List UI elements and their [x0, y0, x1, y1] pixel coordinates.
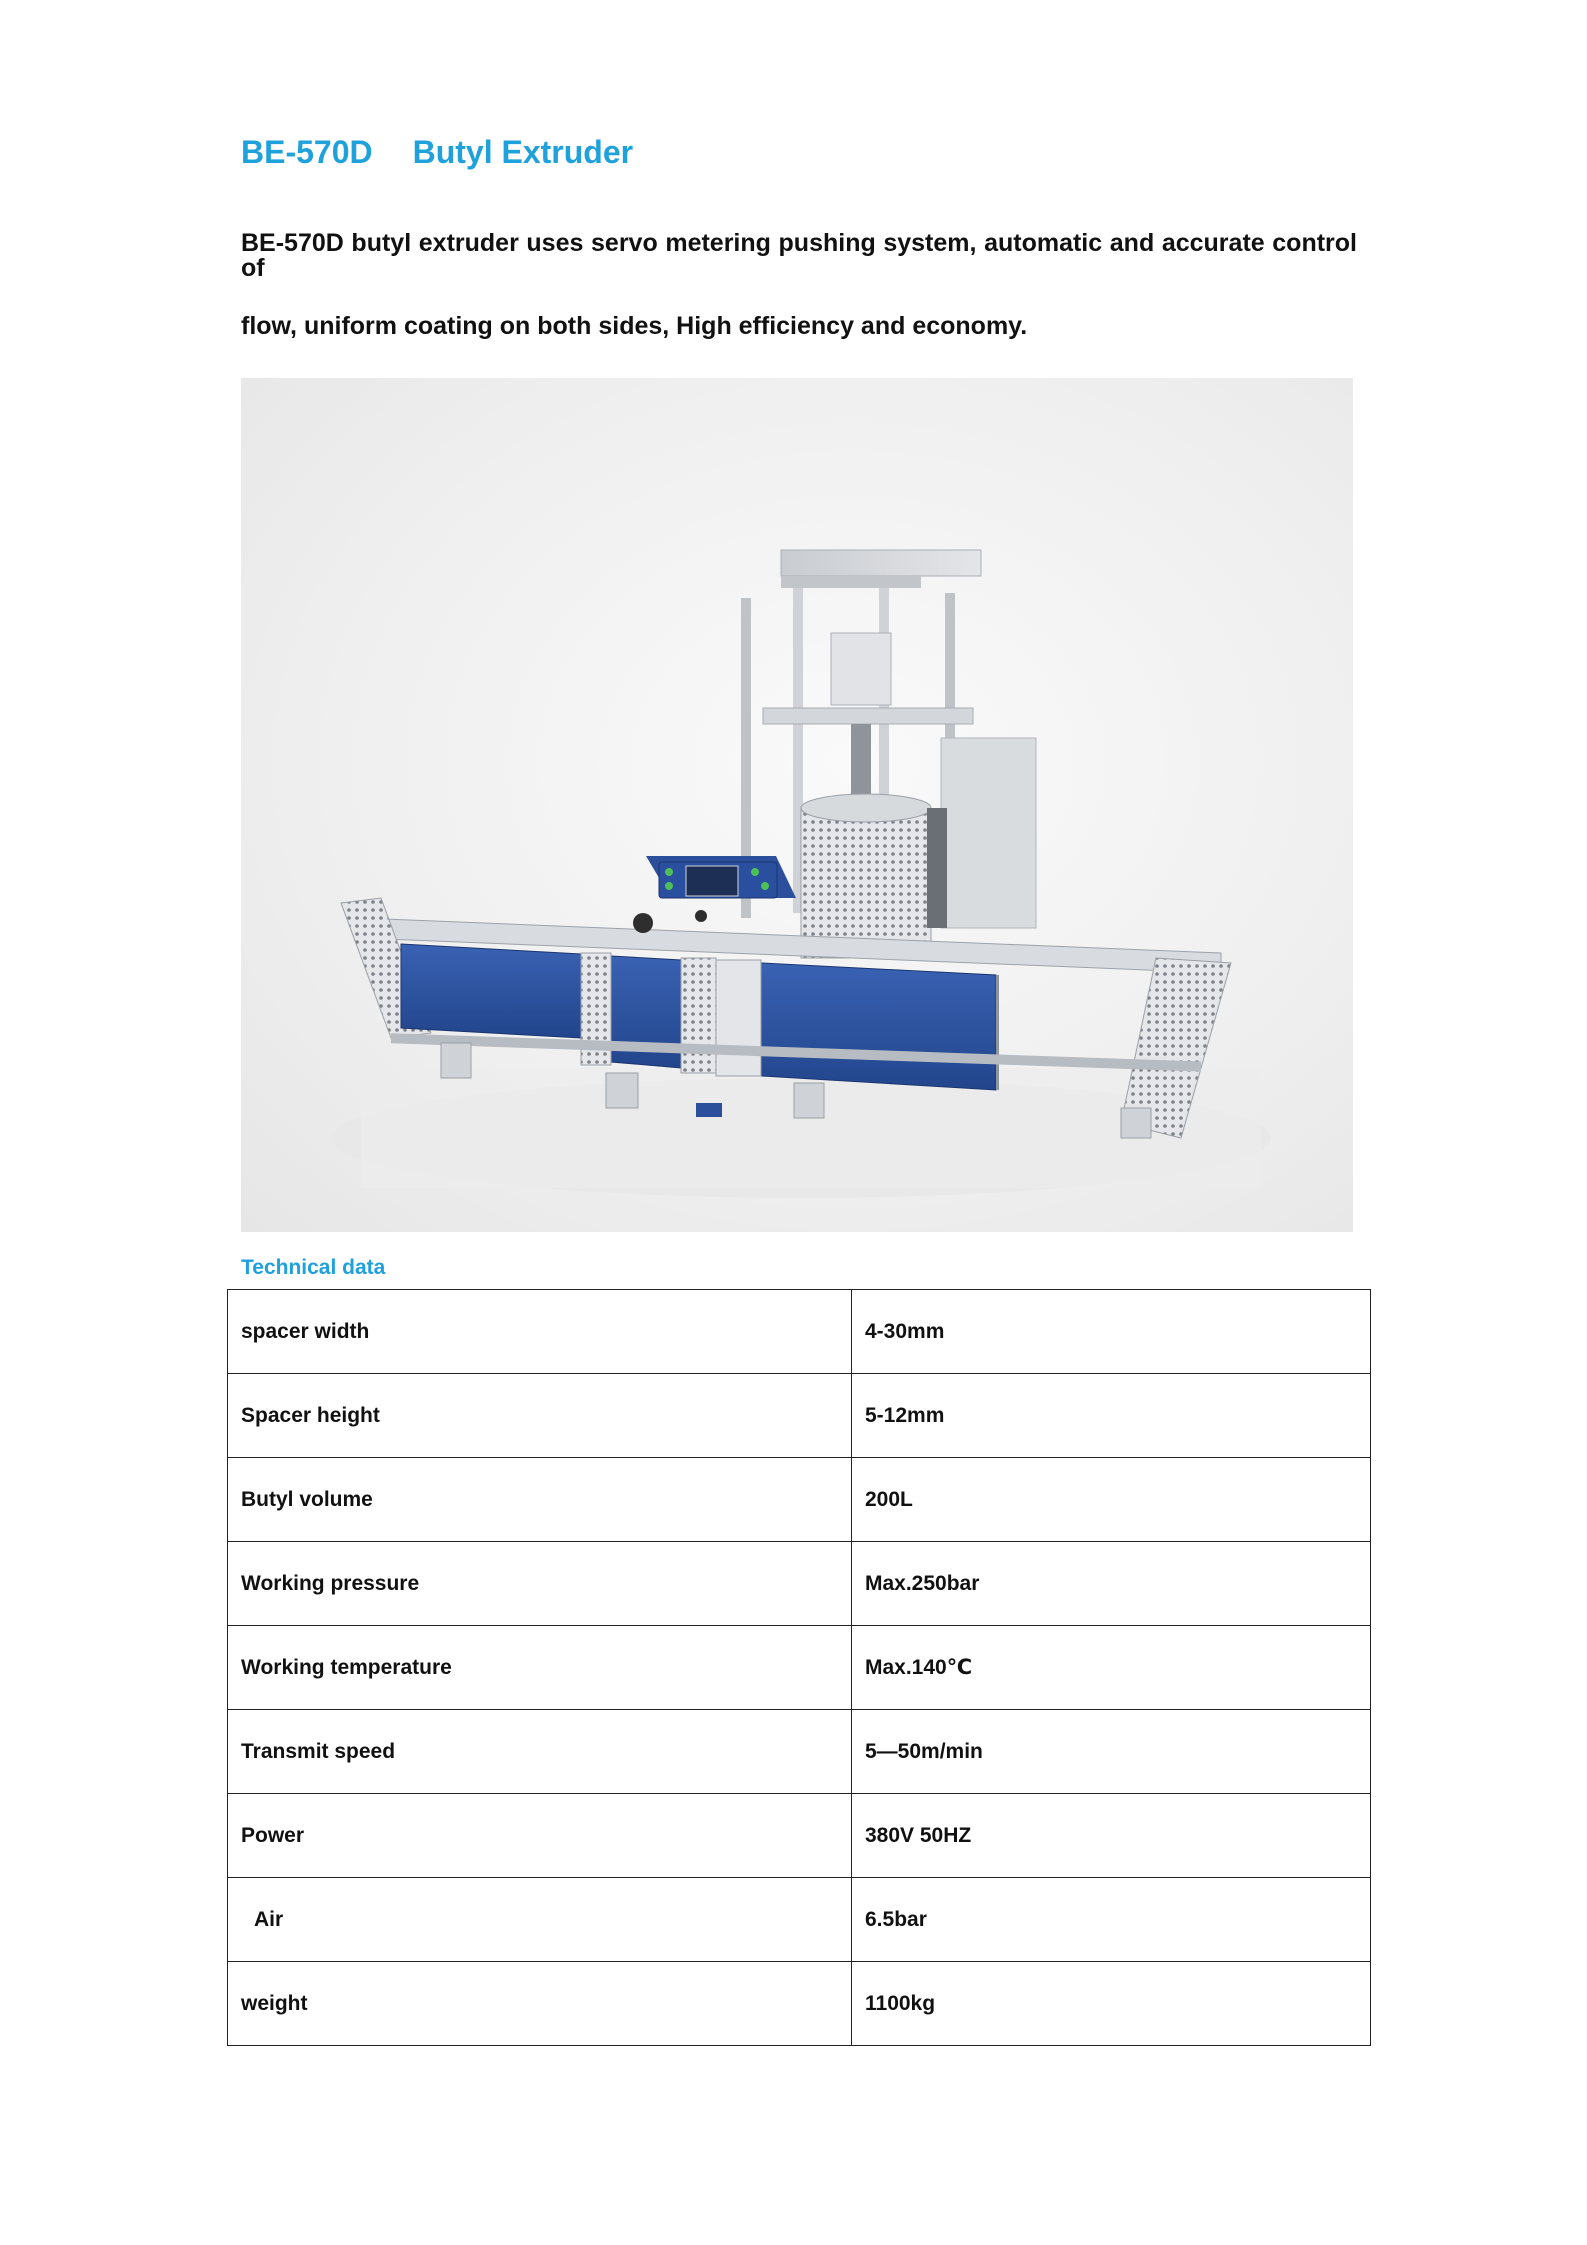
- spec-value: Max.250bar: [852, 1542, 1371, 1626]
- technical-data-table: [227, 1289, 1371, 2046]
- product-name: Butyl Extruder: [412, 134, 634, 170]
- table-row: [228, 1962, 1371, 2046]
- table-row: [228, 1626, 1371, 1710]
- table-row: [228, 1374, 1371, 1458]
- table-row: [228, 1290, 1371, 1374]
- technical-data-label: Technical data: [241, 1256, 386, 1279]
- spec-name: Spacer height: [228, 1374, 852, 1458]
- spec-value: 6.5bar: [852, 1878, 1371, 1962]
- spec-name: Transmit speed: [228, 1710, 852, 1794]
- description-line-1: BE-570D butyl extruder uses servo metering pushing system, automatic and accurate control of: [241, 229, 1357, 282]
- extruder-illustration: [241, 378, 1353, 1232]
- spec-value: 5-12mm: [852, 1374, 1371, 1458]
- spec-value: 4-30mm: [852, 1290, 1371, 1374]
- spec-value: 200L: [852, 1458, 1371, 1542]
- spec-name: Working pressure: [228, 1542, 852, 1626]
- spec-name: Power: [228, 1794, 852, 1878]
- spec-name: Working temperature: [228, 1626, 852, 1710]
- spec-value: Max.140℃: [852, 1626, 1371, 1710]
- spec-value: 380V 50HZ: [852, 1794, 1371, 1878]
- table-row: [228, 1710, 1371, 1794]
- spec-value: 1100kg: [852, 1962, 1371, 2046]
- spec-name: weight: [228, 1962, 852, 2046]
- table-row: [228, 1542, 1371, 1626]
- spec-name: Butyl volume: [228, 1458, 852, 1542]
- table-row: [228, 1458, 1371, 1542]
- product-image: [241, 378, 1353, 1232]
- model-number: BE-570D: [241, 134, 373, 170]
- table-row: [228, 1794, 1371, 1878]
- spec-name: spacer width: [228, 1290, 852, 1374]
- description-line-2: flow, uniform coating on both sides, High efficiency and economy.: [241, 312, 1028, 340]
- spec-value: 5—50m/min: [852, 1710, 1371, 1794]
- table-row: [228, 1878, 1371, 1962]
- spec-name: Air: [228, 1878, 852, 1962]
- page-title: [241, 136, 633, 168]
